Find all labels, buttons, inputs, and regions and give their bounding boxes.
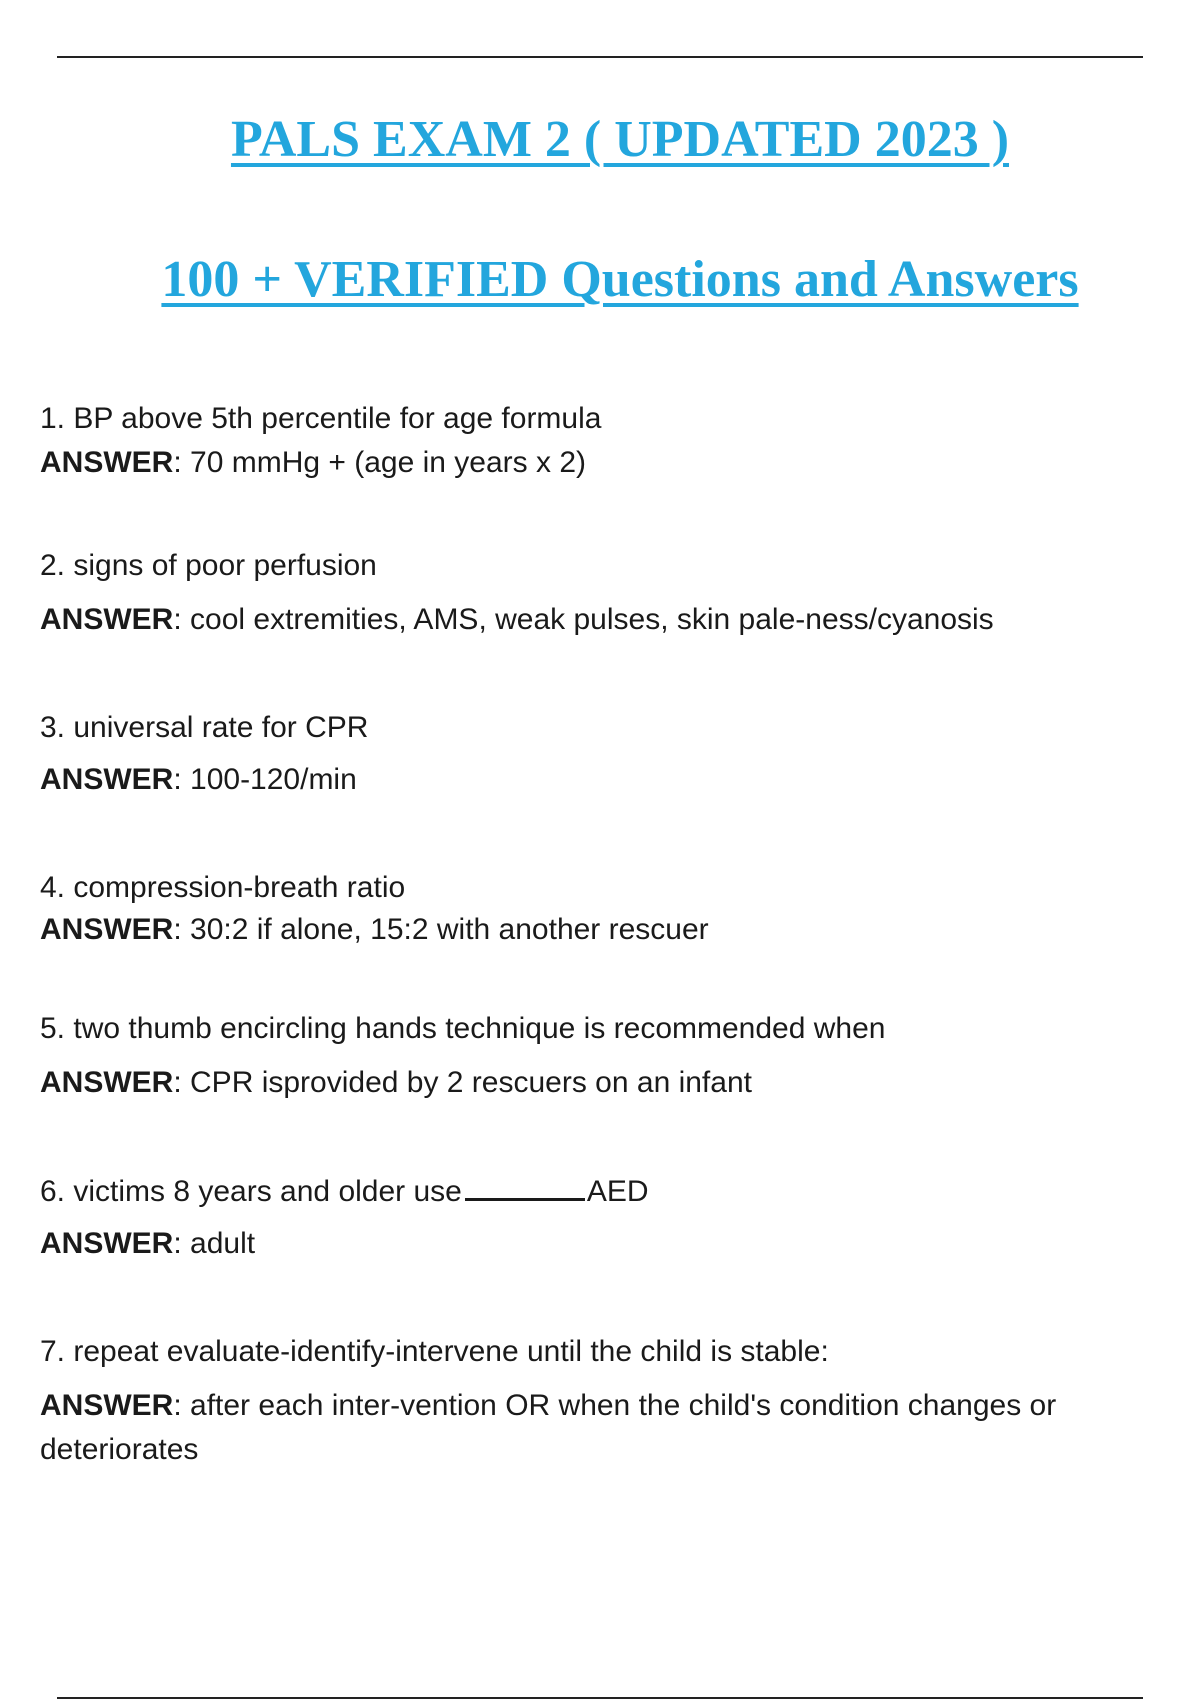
- answer-label: ANSWER: [40, 1227, 174, 1260]
- answer-2: [40, 598, 1160, 642]
- answer-label: ANSWER: [40, 1389, 174, 1422]
- question-6-before: 6. victims 8 years and older use: [40, 1175, 462, 1208]
- qa-item-5: [40, 1007, 1160, 1105]
- answer-label: ANSWER: [40, 446, 174, 479]
- question-2: 2. signs of poor perfusion: [40, 549, 377, 582]
- qa-item-4: [40, 866, 1160, 952]
- top-rule: [57, 56, 1143, 58]
- question-3: 3. universal rate for CPR: [40, 711, 369, 744]
- question-6-after: AED: [586, 1175, 649, 1208]
- answer-text: : adult: [173, 1227, 256, 1260]
- title-line-2: 100 + VERIFIED Questions and Answers: [161, 251, 1079, 308]
- qa-item-1: [40, 397, 1160, 485]
- question-6: [40, 1168, 1160, 1214]
- question-7: 7. repeat evaluate-identify-intervene until the child is stable:: [40, 1335, 829, 1368]
- answer-text: : 100-120/min: [173, 763, 357, 796]
- qa-item-3: [40, 706, 1160, 802]
- answer-text: : 30:2 if alone, 15:2 with another rescuer: [173, 913, 709, 946]
- answer-text: : after each inter-vention OR when the child's condition changes or deteriorates: [40, 1389, 1057, 1466]
- answer-label: ANSWER: [40, 603, 174, 636]
- answer-4: [40, 908, 1160, 952]
- title-line-1: PALS EXAM 2 ( UPDATED 2023 ): [230, 111, 1010, 168]
- answer-label: ANSWER: [40, 763, 174, 796]
- answer-label: ANSWER: [40, 913, 174, 946]
- bottom-rule: [57, 1697, 1143, 1699]
- answer-3: [40, 758, 1160, 802]
- document-subtitle: [0, 250, 1200, 310]
- answer-label: ANSWER: [40, 1066, 174, 1099]
- question-1: 1. BP above 5th percentile for age formula: [40, 402, 602, 435]
- qa-item-7: [40, 1330, 1160, 1472]
- question-5: 5. two thumb encircling hands technique is recommended when: [40, 1012, 886, 1045]
- qa-item-6: [40, 1168, 1160, 1266]
- answer-7: [40, 1384, 1140, 1472]
- answer-6: [40, 1222, 1160, 1266]
- fill-in-blank: [465, 1168, 585, 1201]
- answer-text: : cool extremities, AMS, weak pulses, skin pale-ness/cyanosis: [173, 603, 994, 636]
- answer-1: [40, 441, 1160, 485]
- question-4: 4. compression-breath ratio: [40, 871, 406, 904]
- answer-5: [40, 1061, 1160, 1105]
- answer-text: : 70 mmHg + (age in years x 2): [173, 446, 587, 479]
- qa-item-2: [40, 544, 1160, 642]
- document-title: [0, 110, 1200, 170]
- answer-text: : CPR isprovided by 2 rescuers on an infant: [173, 1066, 752, 1099]
